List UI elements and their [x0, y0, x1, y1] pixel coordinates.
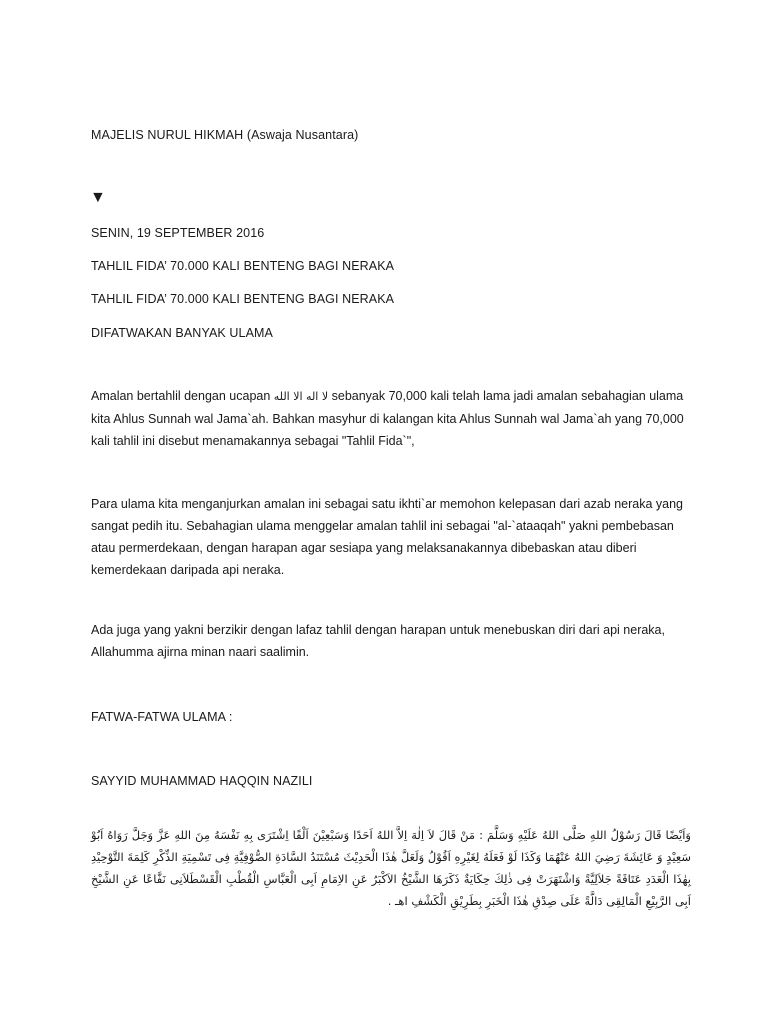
post-date: SENIN, 19 SEPTEMBER 2016: [91, 226, 265, 240]
post-subheading: DIFATWAKAN BANYAK ULAMA: [91, 326, 273, 340]
post-title: TAHLIL FIDA’ 70.000 KALI BENTENG BAGI NERAKA: [91, 259, 395, 273]
tahlil-arabic-inline: لا اله الا الله: [273, 390, 329, 403]
arabic-quote-block: وَاَيْضًا قَالَ رَسُوْلُ اللهِ صَلَّى اللهُ عَلَيْهِ وَسَلَّمَ : مَنْ قَالَ لاَ اِلٰهَ اِلاَّ اللهُ اَحَدًا وَسَبْعِيْنَ اَلْفًا اِشْتَرَى بِهِ نَفْسَهُ مِنَ اللهِ عَزَّ وَجَلَّ رَوَاهُ اَبُوْ سَعِيْدٍ وَ عَائِشَةَ رَضِيَ اللهُ عَنْهُمَا وَكَذَا لَوْ فَعَلَهُ لِغَيْرِهِ اَقُوْلُ وَلَعَلَّ هٰذَا الْحَدِيْثَ مُسْتَنَدُ السَّادَةِ الصُّوْفِيَّةِ فِى تَسْمِيَةِ الذِّكْرِ كَلِمَةَ التَّوْحِيْدِ بِهٰذَا الْعَدَدِ عَتَاقَةً جَلاَلِيَّةً وَاشْتَهَرَتْ فِى ذٰلِكَ حِكَايَةٌ ذَكَرَهَا الشَّيْخُ الاَكْبَرُ عَنِ الاِمَامِ اَبِى الْعَبَّاسِ الْقُطْبِ الْقَسْطَلاَنِى نَفَّاعًا عَنِ الشَّيْخِ اَبِى الرَّبِيْعِ الْمَالِقِى دَالَّةً عَلَى صِدْقِ هٰذَا الْخَبَرِ بِطَرِيْقِ الْكَشْفِ اهـ .: [91, 828, 691, 908]
post-heading: TAHLIL FIDA’ 70.000 KALI BENTENG BAGI NERAKA: [91, 292, 395, 306]
paragraph-2: Para ulama kita menganjurkan amalan ini sebagai satu ikhti`ar memohon kelepasan dari azab neraka yang sangat pedih itu. Sebahagian ulama menggelar amalan tahlil ini sebagai "al-`ataaqah" yakni pembebasan atau permerdekaan, dengan harapan agar sesiapa yang melaksanakannya dibebaskan atau diberi kemerdekaan daripada api neraka.: [91, 497, 684, 577]
paragraph-1: [91, 385, 691, 452]
fatwa-section-heading: FATWA-FATWA ULAMA :: [91, 710, 233, 724]
collapse-triangle-icon[interactable]: ▼: [90, 189, 106, 206]
blog-title[interactable]: MAJELIS NURUL HIKMAH (Aswaja Nusantara): [91, 128, 359, 142]
paragraph-3: Ada juga yang yakni berzikir dengan lafaz tahlil dengan harapan untuk menebuskan diri dari api neraka, Allahumma ajirna minan naari saalimin.: [91, 623, 665, 659]
paragraph-1-lead: Amalan bertahlil dengan ucapan: [91, 389, 271, 403]
scholar-name: SAYYID MUHAMMAD HAQQIN NAZILI: [91, 774, 313, 788]
paragraph-1-rest: sebanyak 70,000 kali telah lama jadi amalan sebahagian ulama kita Ahlus Sunnah wal Jama`ah. Bahkan masyhur di kalangan kita Ahlus Sunnah wal Jama`ah yang 70,000 kali tahlil ini disebut menamakannya sebagai "Tahlil Fida`",: [91, 389, 684, 448]
